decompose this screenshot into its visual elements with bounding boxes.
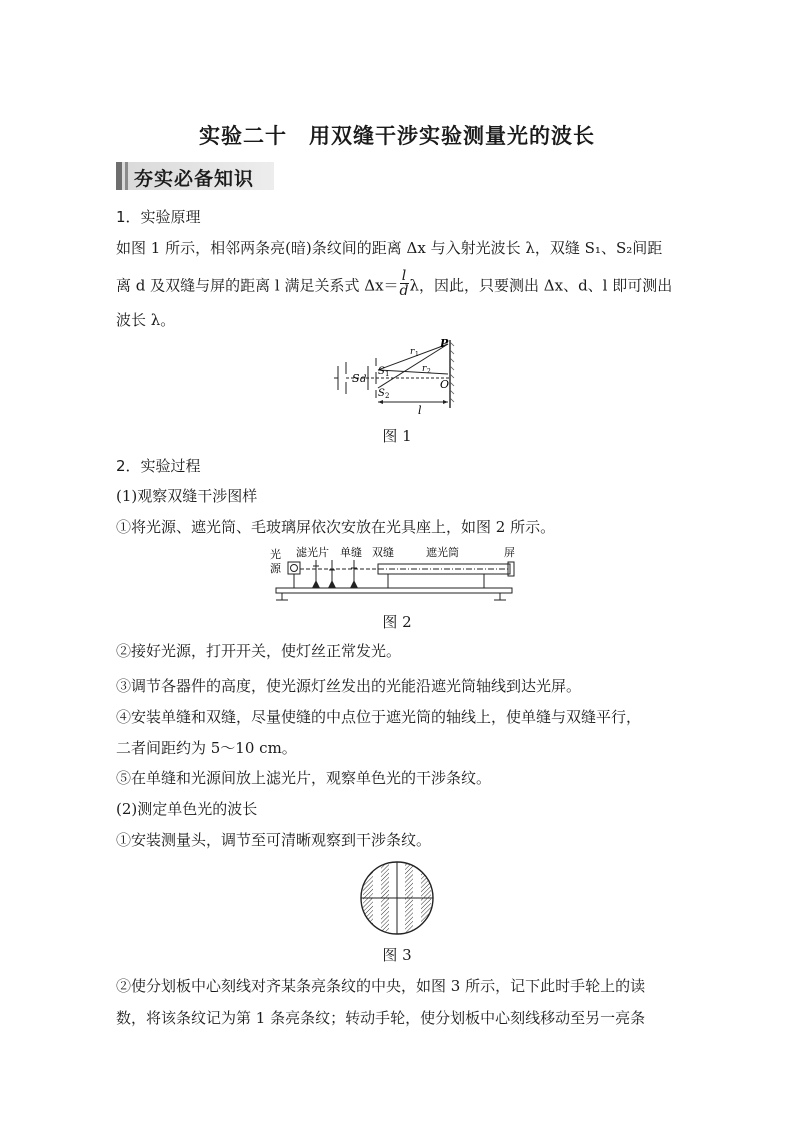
procedure-step-7b: 数，将该条纹记为第 1 条亮条纹；转动手轮，使分划板中心刻线移动至另一亮条 — [116, 1009, 646, 1027]
fig2-label-source-1: 光 — [270, 548, 281, 561]
heading-principle: 1．实验原理 — [116, 208, 201, 226]
principle-line-2 — [116, 268, 680, 301]
principle-line-1: 如图 1 所示，相邻两条亮(暗)条纹间的距离 Δx 与入射光波长 λ，双缝 S₁、S₂间距 — [116, 239, 663, 257]
fig1-label-S1: S — [378, 366, 385, 377]
fig1-label-l: l — [418, 404, 422, 414]
section-marker-thin — [125, 162, 128, 190]
fraction-denominator: d — [399, 283, 409, 299]
figure-3-caption: 图 3 — [382, 946, 412, 964]
fig2-label-source-2: 源 — [270, 562, 281, 575]
fig1-label-S2-sub: 2 — [385, 392, 390, 400]
procedure-step-6: ①安装测量头，调节至可清晰观察到干涉条纹。 — [116, 831, 432, 849]
fig1-label-S1-sub: 1 — [385, 370, 390, 378]
fig1-label-S2: S — [378, 388, 385, 399]
figure-2-optical-bench — [268, 546, 524, 604]
section-header-label: 夯实必备知识 — [134, 168, 255, 190]
procedure-step-5: ⑤在单缝和光源间放上滤光片，观察单色光的干涉条纹。 — [116, 769, 492, 787]
principle-line-3: 波长 λ。 — [116, 311, 176, 329]
procedure-step-3: ③调节各器件的高度，使光源灯丝发出的光能沿遮光筒轴线到达光屏。 — [116, 677, 582, 695]
fig1-label-d: d — [360, 374, 367, 385]
fig1-label-S: S — [352, 372, 360, 385]
figure-2-caption: 图 2 — [382, 613, 412, 631]
section-marker — [116, 162, 122, 190]
procedure-sub-1: (1)观察双缝干涉图样 — [116, 487, 258, 505]
principle-line-2a: 离 d 及双缝与屏的距离 l 满足关系式 Δx＝ — [116, 276, 399, 295]
fraction-numerator: l — [400, 269, 409, 284]
fig1-label-O: O — [440, 378, 450, 391]
procedure-step-7a: ②使分划板中心刻线对齐某条亮条纹的中央，如图 3 所示，记下此时手轮上的读 — [116, 977, 646, 995]
fig1-label-P: P — [440, 338, 449, 350]
figure-1-double-slit-diagram — [330, 338, 460, 414]
section-header — [116, 162, 274, 190]
figure-1-caption: 图 1 — [382, 427, 412, 445]
formula-fraction — [400, 269, 409, 298]
page-title: 实验二十 用双缝干涉实验测量光的波长 — [199, 123, 595, 148]
fig2-label-double-slit: 双缝 — [372, 546, 394, 559]
figure-3-reticle-view — [357, 858, 437, 938]
heading-procedure: 2．实验过程 — [116, 457, 201, 475]
fig2-label-single-slit: 单缝 — [340, 546, 362, 559]
procedure-step-4a: ④安装单缝和双缝，尽量使缝的中点位于遮光筒的轴线上，使单缝与双缝平行， — [116, 708, 642, 726]
fig1-label-r1: r — [410, 347, 415, 357]
fig2-label-tube: 遮光筒 — [426, 546, 459, 559]
fig2-label-screen: 屏 — [504, 546, 515, 559]
procedure-step-4b: 二者间距约为 5～10 cm。 — [116, 739, 297, 757]
procedure-sub-2: (2)测定单色光的波长 — [116, 800, 258, 818]
principle-line-2b: λ，因此，只要测出 Δx、d、l 即可测出 — [409, 276, 673, 295]
fig2-label-filter: 滤光片 — [296, 546, 329, 559]
fig1-label-r1-sub: 1 — [415, 351, 419, 358]
procedure-step-2: ②接好光源，打开开关，使灯丝正常发光。 — [116, 642, 402, 660]
procedure-step-1: ①将光源、遮光筒、毛玻璃屏依次安放在光具座上，如图 2 所示。 — [116, 518, 556, 536]
fig1-label-r2-sub: 2 — [427, 368, 431, 375]
fig1-label-r2: r — [422, 364, 427, 374]
